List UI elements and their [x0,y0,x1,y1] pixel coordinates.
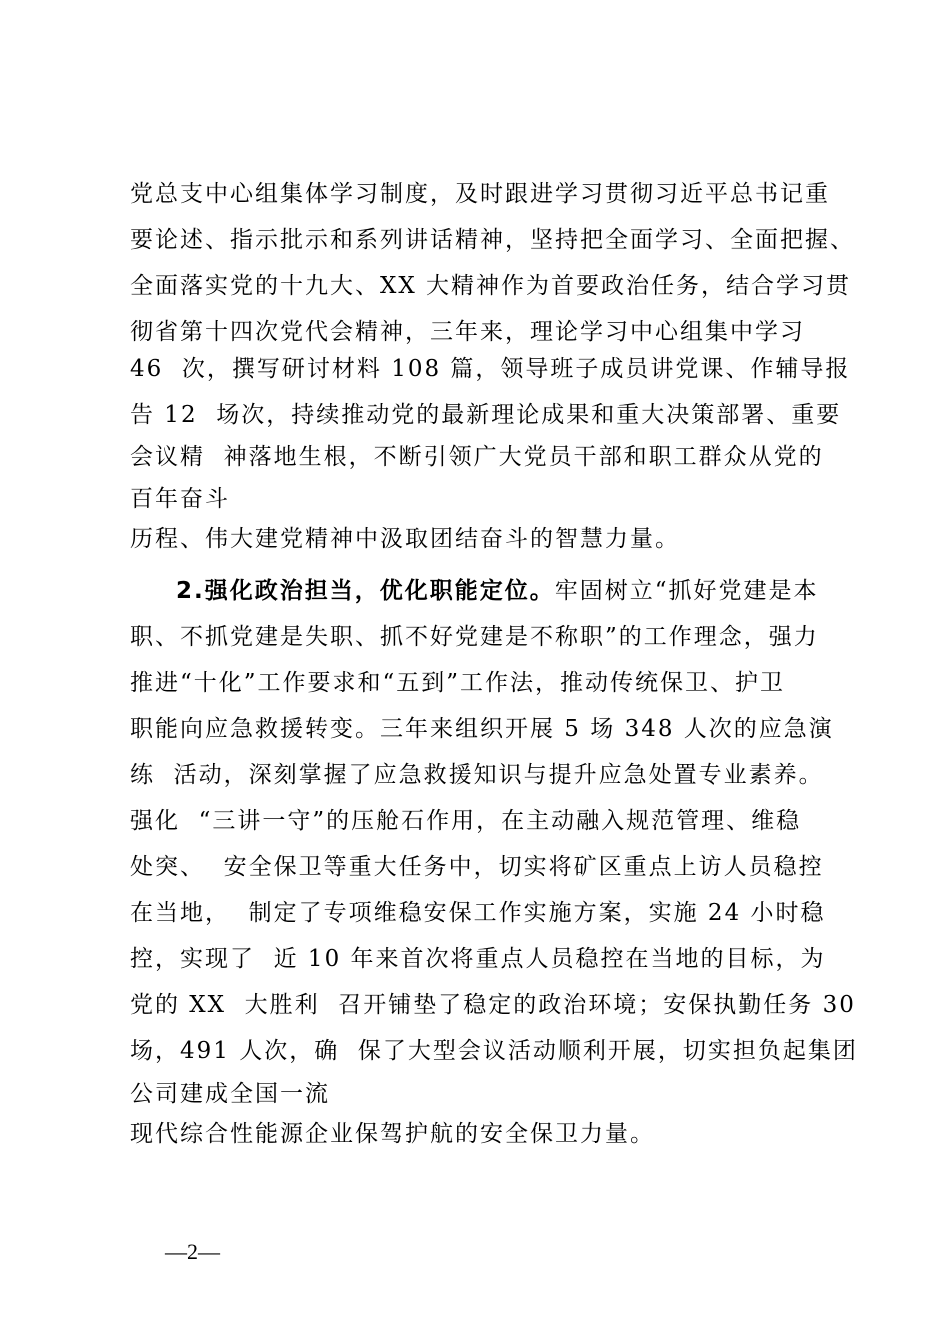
text-line: 党总支中心组集体学习制度，及时跟进学习贯彻习近平总书记重 [130,181,830,207]
text-line: 在当地， 制定了专项维稳安保工作实施方案，实施 24 小时稳 [130,900,826,926]
page-number: —2— [165,1239,220,1264]
text-line: 场，491 人次，确 保了大型会议活动顺利开展，切实担负起集团 [130,1038,858,1064]
text-line: 历程、伟大建党精神中汲取团结奋斗的智慧力量。 [130,526,680,552]
text-line: 公司建成全国一流 [130,1081,330,1107]
text-line: 要论述、指示批示和系列讲话精神，坚持把全面学习、全面把握、 [130,227,855,253]
text-line: 推进“十化”工作要求和“五到”工作法，推动传统保卫、护卫 [130,670,786,696]
text-span: 牢固树立“抓好党建是本 [554,578,819,604]
text-line: 处突、 安全保卫等重大任务中，切实将矿区重点上访人员稳控 [130,854,824,880]
text-line: 职能向应急救援转变。三年来组织开展 5 场 348 人次的应急演 [130,716,834,742]
paragraph-2-first-line [176,577,819,605]
text-line: 全面落实党的十九大、XX 大精神作为首要政治任务，结合学习贯 [130,273,852,299]
text-line: 职、不抓党建是失职、抓不好党建是不称职”的工作理念，强力 [130,624,819,650]
text-line: 彻省第十四次党代会精神，三年来，理论学习中心组集中学习 [130,319,805,345]
text-line: 控，实现了 近 10 年来首次将重点人员稳控在当地的目标，为 [130,946,826,972]
text-line: 会议精 神落地生根，不断引领广大党员干部和职工群众从党的 [130,444,824,470]
text-line: 告 12 场次，持续推动党的最新理论成果和重大决策部署、重要 [130,402,842,428]
text-line: 百年奋斗 [130,486,230,512]
text-line: 党的 XX 大胜利 召开铺垫了稳定的政治环境；安保执勤任务 30 [130,992,856,1018]
text-line: 练 活动，深刻掌握了应急救援知识与提升应急处置专业素养。 [130,762,824,788]
text-line: 强化 “三讲一守”的压舱石作用，在主动融入规范管理、维稳 [130,808,802,834]
text-line: 46 次，撰写研讨材料 108 篇，领导班子成员讲党课、作辅导报 [130,356,851,382]
text-line: 现代综合性能源企业保驾护航的安全保卫力量。 [130,1121,655,1147]
section-heading: 2.强化政治担当，优化职能定位。 [176,578,555,604]
